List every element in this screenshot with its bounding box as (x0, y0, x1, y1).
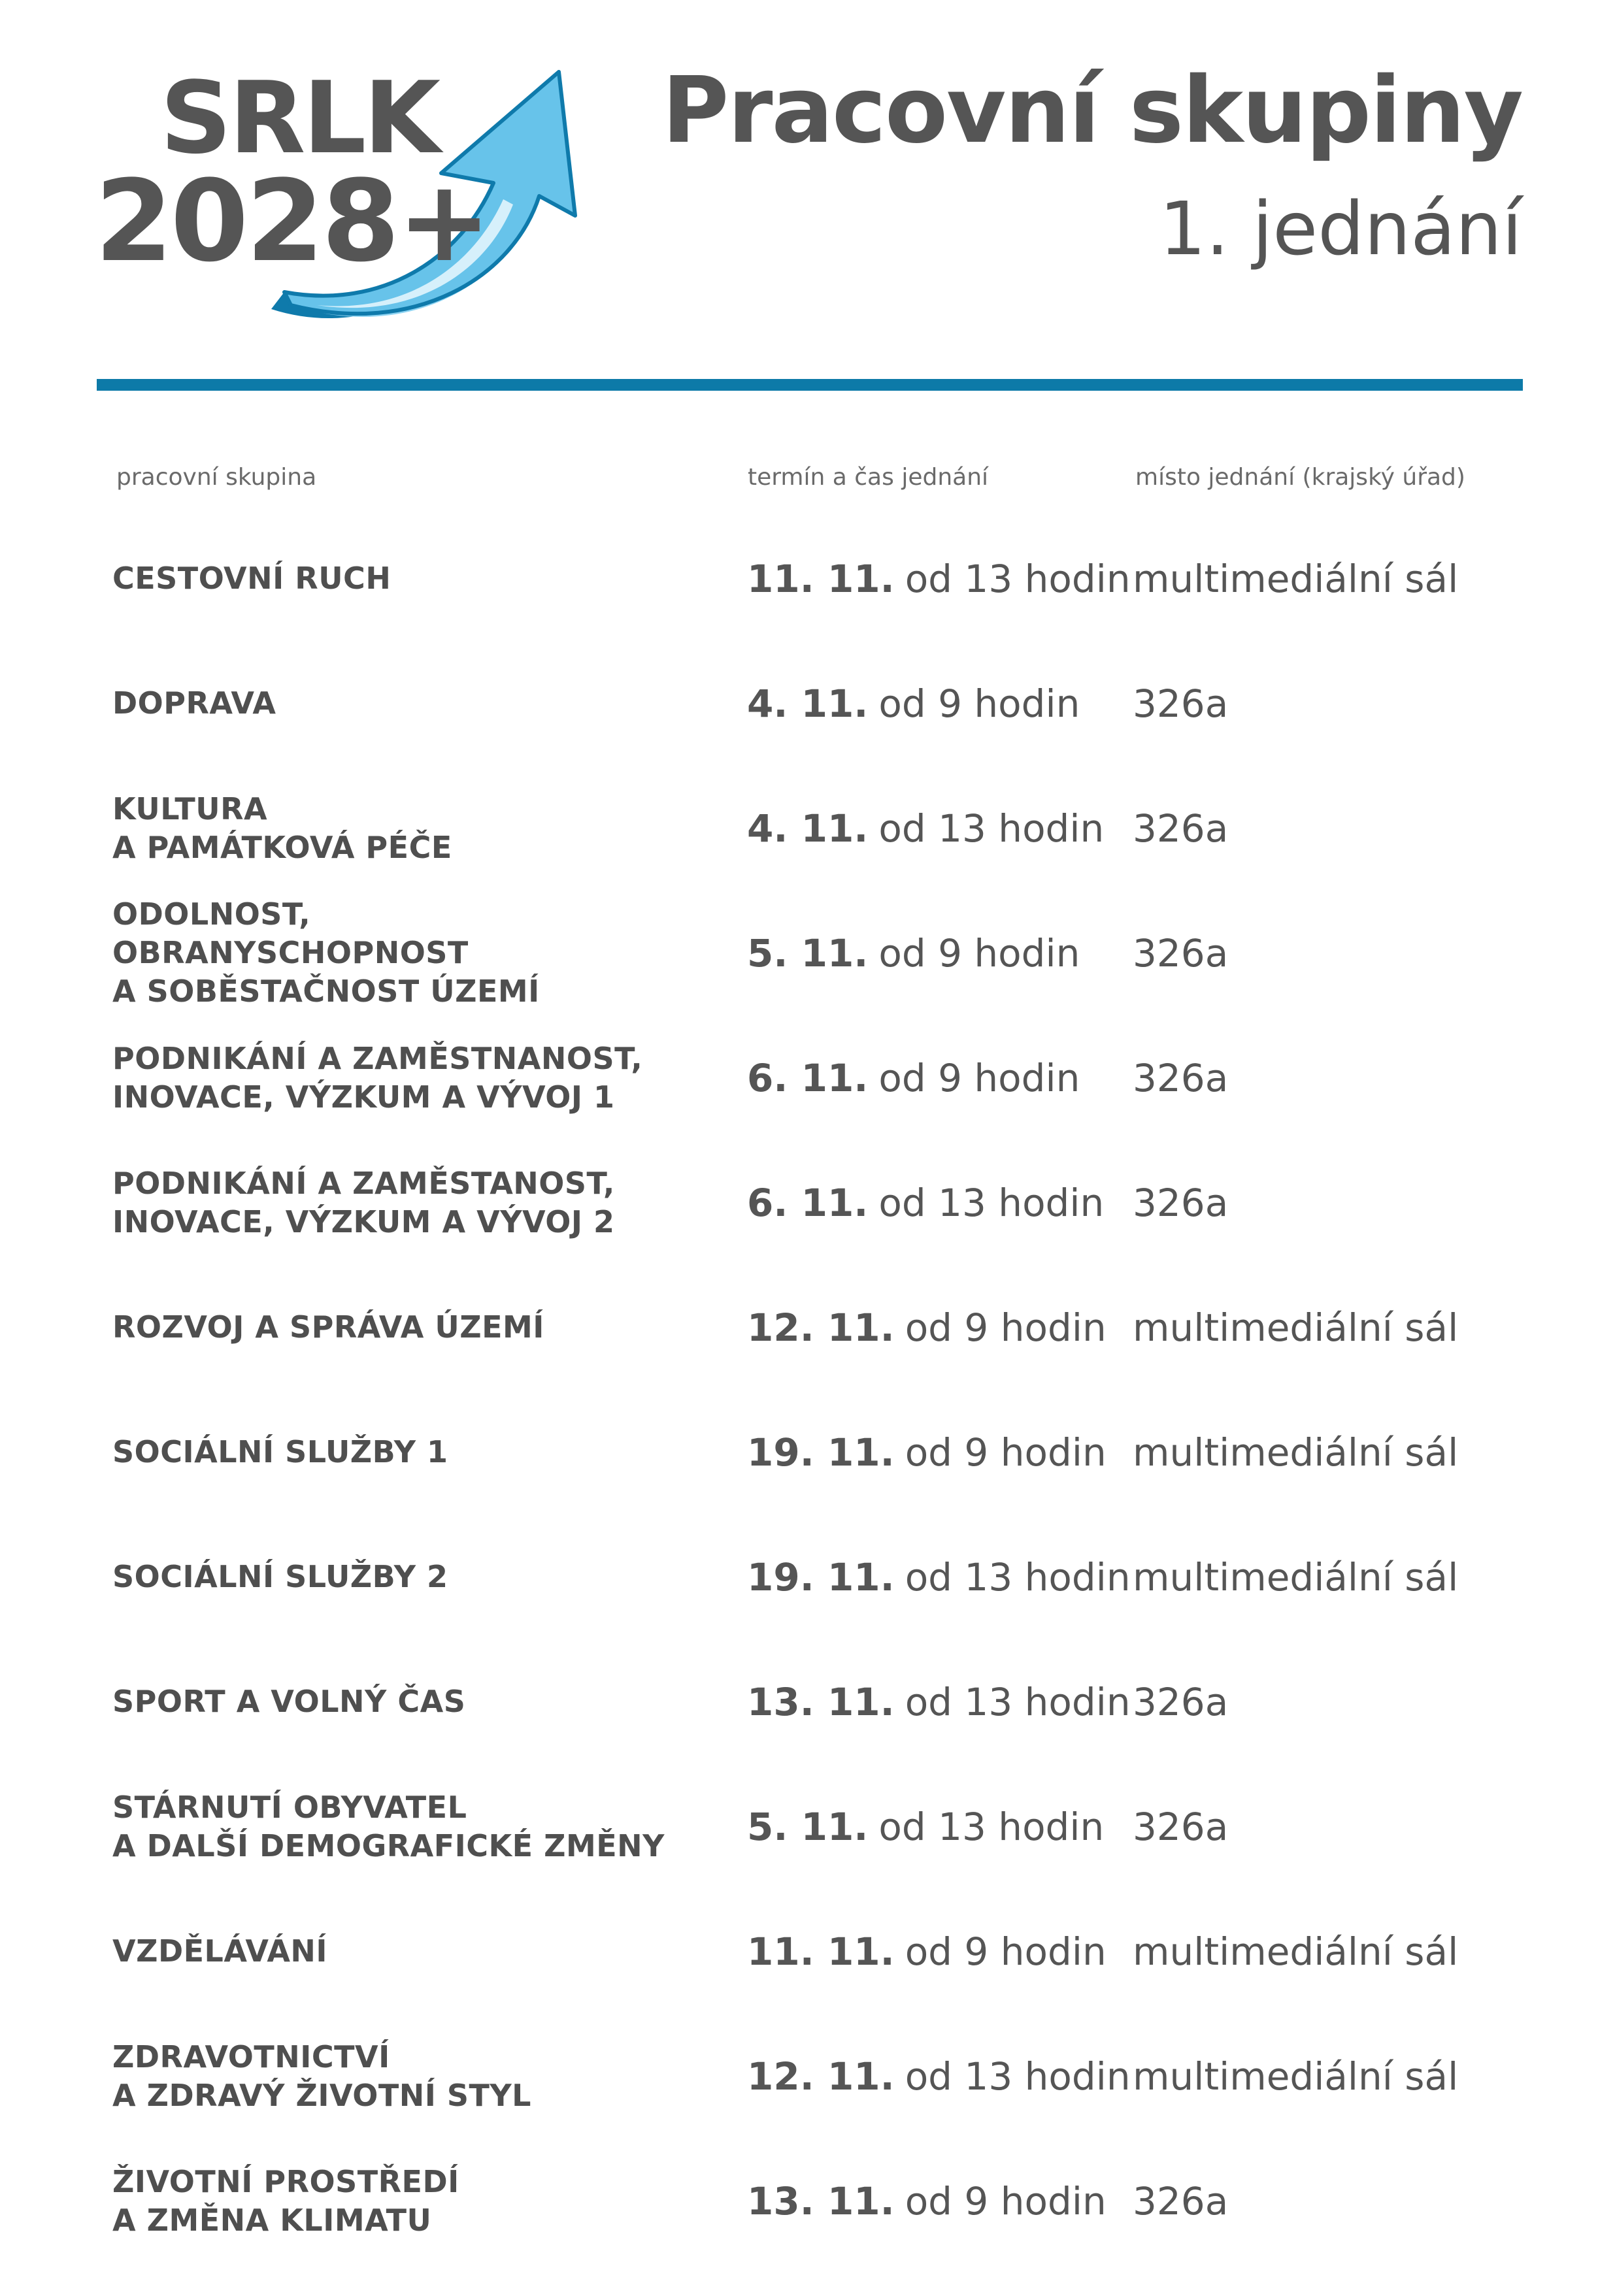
meeting-datetime (747, 2139, 1107, 2263)
group-name-line: OBRANYSCHOPNOST (112, 935, 469, 971)
meeting-date: 4. 11. (747, 806, 869, 851)
meeting-time: od 13 hodin (905, 2054, 1131, 2099)
page-subtitle: 1. jednání (1159, 187, 1522, 272)
meeting-place: 326a (1133, 1679, 1229, 1724)
column-header-date: termín a čas jednání (748, 464, 989, 491)
group-name (112, 1265, 714, 1390)
meeting-date: 6. 11. (747, 1180, 869, 1225)
group-name-line: VZDĚLÁVÁNÍ (112, 1933, 328, 1969)
table-row (0, 2014, 1615, 2139)
table-row (0, 1015, 1615, 1140)
group-name-line: SPORT A VOLNÝ ČAS (112, 1684, 466, 1720)
group-name (112, 766, 714, 891)
group-name (112, 1140, 714, 1265)
group-name (112, 1515, 714, 1639)
group-name-line: ODOLNOST, (112, 896, 311, 932)
meeting-date: 13. 11. (747, 2178, 895, 2223)
group-name (112, 891, 714, 1015)
table-row (0, 1889, 1615, 2014)
meeting-date: 12. 11. (747, 2054, 895, 2099)
group-name-line: ZDRAVOTNICTVÍ (112, 2039, 390, 2075)
meeting-datetime (747, 2014, 1131, 2139)
meeting-date: 12. 11. (747, 1305, 895, 1350)
meeting-time: od 9 hodin (878, 930, 1080, 976)
page-title: Pracovní skupiny (661, 57, 1522, 164)
group-name-line: A SOBĚSTAČNOST ÚZEMÍ (112, 973, 540, 1009)
table-row (0, 1764, 1615, 1889)
table-row (0, 1515, 1615, 1639)
meeting-place: 326a (1133, 930, 1229, 976)
group-name (112, 1764, 714, 1889)
group-name (112, 1390, 714, 1515)
group-name (112, 516, 714, 641)
group-name-line: SOCIÁLNÍ SLUŽBY 1 (112, 1434, 448, 1470)
meeting-place: multimediální sál (1133, 1929, 1459, 1974)
group-name-line: CESTOVNÍ RUCH (112, 561, 391, 597)
meeting-datetime (747, 1764, 1104, 1889)
meeting-time: od 13 hodin (878, 1180, 1105, 1225)
group-name-line: INOVACE, VÝZKUM A VÝVOJ 1 (112, 1079, 615, 1115)
meeting-place: 326a (1133, 1180, 1229, 1225)
meeting-datetime (747, 1639, 1131, 1764)
schedule-table (0, 516, 1615, 2263)
meeting-time: od 13 hodin (905, 556, 1131, 601)
meeting-datetime (747, 1015, 1080, 1140)
meeting-time: od 13 hodin (878, 1804, 1105, 1849)
meeting-place: 326a (1133, 681, 1229, 726)
table-row (0, 516, 1615, 641)
meeting-place: multimediální sál (1133, 1430, 1459, 1475)
logo-line1: SRLK (160, 60, 439, 176)
meeting-time: od 13 hodin (905, 1679, 1131, 1724)
meeting-datetime (747, 1265, 1107, 1390)
meeting-time: od 9 hodin (905, 2178, 1107, 2223)
column-header-group: pracovní skupina (116, 464, 317, 491)
group-name-line: ROZVOJ A SPRÁVA ÚZEMÍ (112, 1309, 544, 1345)
meeting-datetime (747, 1140, 1104, 1265)
table-row (0, 1639, 1615, 1764)
group-name (112, 1889, 714, 2014)
group-name (112, 2139, 714, 2263)
meeting-date: 6. 11. (747, 1055, 869, 1100)
meeting-time: od 9 hodin (905, 1929, 1107, 1974)
group-name-line: DOPRAVA (112, 685, 276, 721)
meeting-datetime (747, 1390, 1107, 1515)
meeting-date: 19. 11. (747, 1430, 895, 1475)
meeting-place: 326a (1133, 806, 1229, 851)
meeting-datetime (747, 1889, 1107, 2014)
group-name-line: INOVACE, VÝZKUM A VÝVOJ 2 (112, 1204, 615, 1239)
logo-line2: 2028+ (95, 156, 489, 287)
group-name (112, 1639, 714, 1764)
logo (95, 62, 591, 350)
table-row (0, 2139, 1615, 2263)
meeting-time: od 13 hodin (878, 806, 1105, 851)
meeting-datetime (747, 516, 1131, 641)
group-name-line: A DALŠÍ DEMOGRAFICKÉ ZMĚNY (112, 1828, 665, 1863)
table-row (0, 891, 1615, 1015)
table-row (0, 1265, 1615, 1390)
meeting-date: 5. 11. (747, 1804, 869, 1849)
meeting-time: od 9 hodin (905, 1430, 1107, 1475)
meeting-time: od 13 hodin (905, 1554, 1131, 1599)
meeting-place: 326a (1133, 1804, 1229, 1849)
group-name (112, 2014, 714, 2139)
meeting-datetime (747, 766, 1104, 891)
group-name-line: PODNIKÁNÍ A ZAMĚSTNANOST, (112, 1040, 643, 1076)
group-name-line: PODNIKÁNÍ A ZAMĚSTANOST, (112, 1165, 615, 1201)
table-row (0, 641, 1615, 766)
meeting-place: 326a (1133, 2178, 1229, 2223)
meeting-datetime (747, 1515, 1131, 1639)
meeting-date: 13. 11. (747, 1679, 895, 1724)
meeting-date: 11. 11. (747, 1929, 895, 1974)
group-name-line: STÁRNUTÍ OBYVATEL (112, 1789, 467, 1825)
meeting-date: 19. 11. (747, 1554, 895, 1599)
group-name-line: ŽIVOTNÍ PROSTŘEDÍ (112, 2163, 459, 2199)
table-row (0, 766, 1615, 891)
group-name-line: A ZMĚNA KLIMATU (112, 2202, 432, 2238)
meeting-place: multimediální sál (1133, 2054, 1459, 2099)
meeting-datetime (747, 891, 1080, 1015)
group-name-line: A ZDRAVÝ ŽIVOTNÍ STYL (112, 2077, 531, 2113)
header-divider (97, 379, 1523, 391)
meeting-date: 4. 11. (747, 681, 869, 726)
table-row (0, 1140, 1615, 1265)
meeting-place: multimediální sál (1133, 1554, 1459, 1599)
group-name-line: A PAMÁTKOVÁ PÉČE (112, 829, 452, 865)
meeting-date: 11. 11. (747, 556, 895, 601)
meeting-place: multimediální sál (1133, 556, 1459, 601)
meeting-place: 326a (1133, 1055, 1229, 1100)
group-name (112, 641, 714, 766)
group-name (112, 1015, 714, 1140)
meeting-time: od 9 hodin (878, 681, 1080, 726)
meeting-time: od 9 hodin (878, 1055, 1080, 1100)
group-name-line: SOCIÁLNÍ SLUŽBY 2 (112, 1559, 448, 1595)
column-header-place: místo jednání (krajský úřad) (1135, 464, 1465, 491)
group-name-line: KULTURA (112, 791, 268, 827)
meeting-time: od 9 hodin (905, 1305, 1107, 1350)
meeting-datetime (747, 641, 1080, 766)
table-row (0, 1390, 1615, 1515)
meeting-place: multimediální sál (1133, 1305, 1459, 1350)
meeting-date: 5. 11. (747, 930, 869, 976)
